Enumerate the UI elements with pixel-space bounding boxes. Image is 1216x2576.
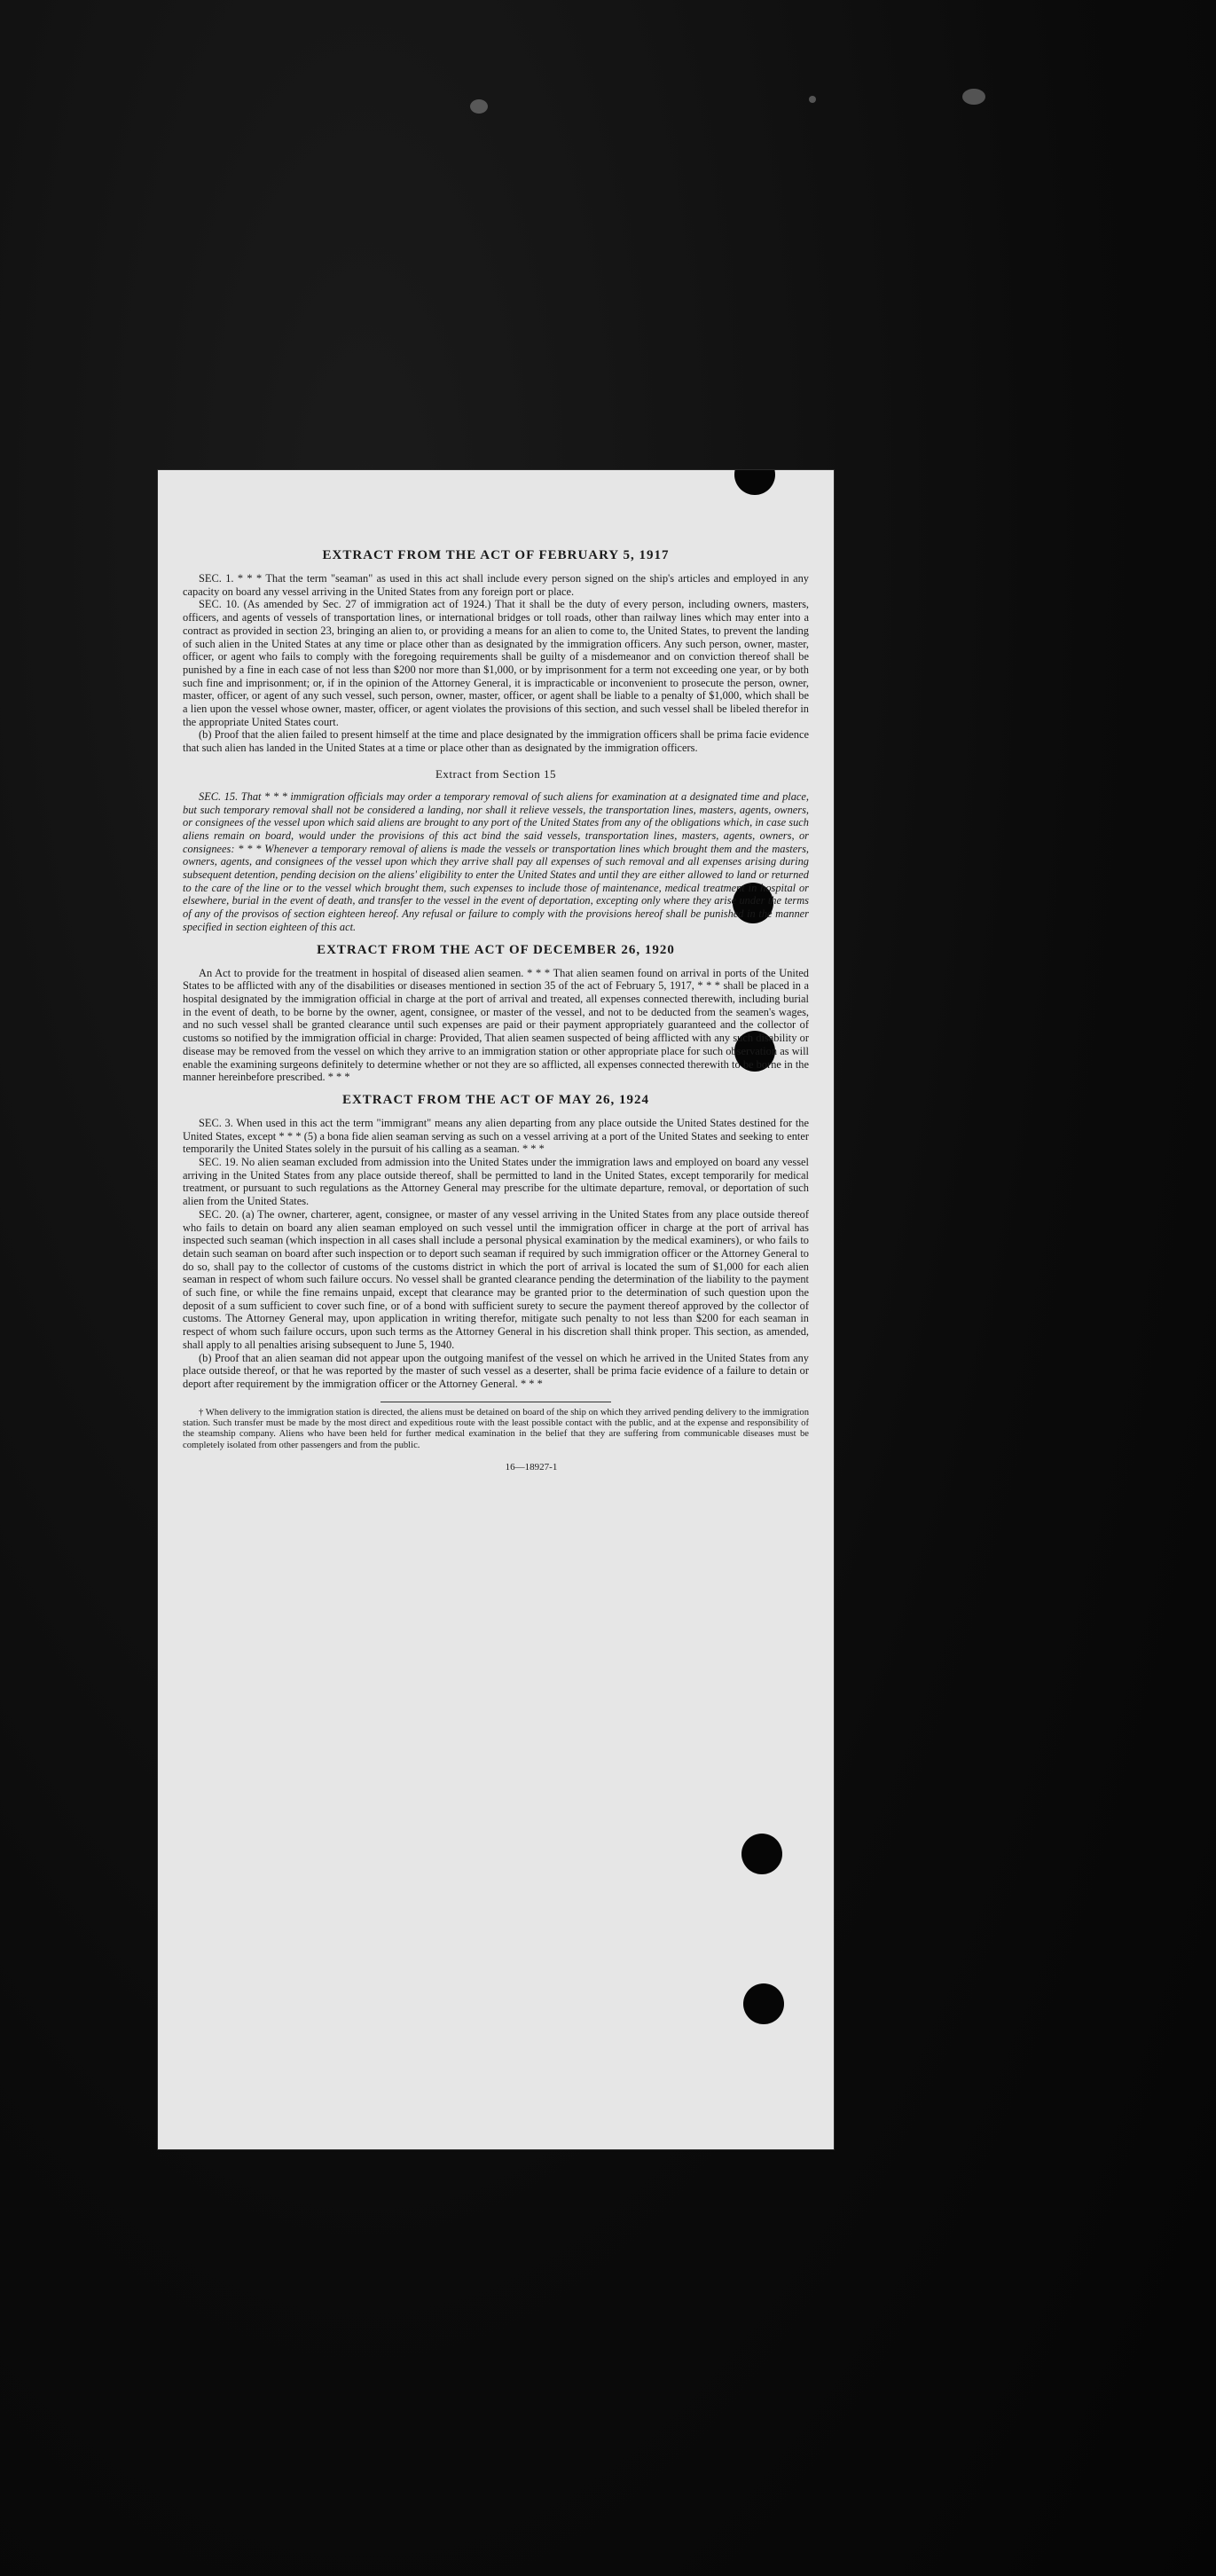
paragraph: (b) Proof that the alien failed to present himself at the time and place designated by the immigration officers shall be prima facie evidence that such alien has landed in the United States at a time or place other than as designated by the immigration officers. xyxy=(183,728,809,755)
section-subheading: Extract from Section 15 xyxy=(435,766,557,781)
scan-speck xyxy=(809,96,816,103)
punch-hole xyxy=(734,470,775,495)
section-heading: EXTRACT FROM THE ACT OF DECEMBER 26, 1920 xyxy=(317,942,675,957)
scan-speck xyxy=(962,89,985,105)
document-page xyxy=(158,470,834,2149)
section-heading: EXTRACT FROM THE ACT OF MAY 26, 1924 xyxy=(341,1092,650,1107)
paragraph: SEC. 15. That * * * immigration officials may order a temporary removal of such aliens for examination at a designated time and place, but such temporary removal shall not be considered a landing, nor shall it relieve vessels, the transportation lines, masters, agents, owners, or consignees of the vessel upon which said aliens are brought to any port of the United States from any of the obligations which, in case such aliens remain on board, would under the provisions of this act bind the said vessels, transportation lines, masters, agents, owners, or consignees: * * * Whenever a temporary removal of aliens is made the vessels or transportation lines which brought them and the masters, owners, agents, and consignees of the vessel upon which they arrive shall pay all expenses of such removal and all expenses arising during subsequent detention, pending decision on the aliens' eligibility to enter the United States and until they are either allowed to land or returned to the care of the line or to the vessel which brought them, such expenses to include those of maintenance, medical treatment in hospital or elsewhere, burial in the event of death, and transfer to the vessel in the event of deportation, excepting only where they arise under the terms of any of the provisos of section eighteen hereof. Any refusal or failure to comply with the provisions hereof shall be punished in the manner specified in section eighteen of this act. xyxy=(183,789,809,933)
paragraph: (b) Proof that an alien seaman did not appear upon the outgoing manifest of the vessel on which he arrived in the United States from any place outside thereof, or that he was reported by the master of such vessel as a deserter, shall be prima facie evidence of a failure to detain or deport after requirement by the immigration officer or the Attorney General. * * * xyxy=(183,1351,809,1390)
punch-hole xyxy=(743,1983,784,2024)
section-15-extract xyxy=(183,767,809,934)
paragraph: An Act to provide for the treatment in hospital of diseased alien seamen. * * * That alien seamen found on arrival in ports of the United States to be afflicted with any of the disabilities or diseases mentioned in section 35 of the act of February 5, 1917, * * * shall be placed in a hospital designated by the immigration official in charge at the port of arrival and treated, all expenses connected therewith, including burial in the event of death, to be borne by the owner, agent, consignee, or master of the vessel, and not to be deducted from the seamen's wages, and no such vessel shall be granted clearance until such expenses are paid or their payment appropriately guaranteed and the collector of customs so notified by the immigration official in charge: Provided, That alien seamen suspected of being afflicted with any such disability or disease may be removed from the vessel on which they arrive to an immigration station or other appropriate place for such observation as will enable the examining surgeons definitely to determine whether or not they are so afflicted, all expenses connected therewith to be borne in the manner hereinbefore prescribed. * * * xyxy=(183,966,809,1084)
form-number: 16—18927-1 xyxy=(505,1462,558,1473)
section-act-1917 xyxy=(183,548,809,755)
paragraph: SEC. 19. No alien seaman excluded from admission into the United States under the immigration laws and employed on board any vessel arriving in the United States from any place outside thereof, shall be permitted to land in the United States, except temporarily for medical treatment, or pursuant to such regulations as the Attorney General may prescribe for the ultimate departure, removal, or deportation of such alien from the United States. xyxy=(183,1156,809,1208)
footnote: † When delivery to the immigration station is directed, the aliens must be detained on board of the ship on which they arrived pending delivery to the immigration station. Such transfer must be made by the most direct and expeditious route with the least possible contact with the public, and at the expense and responsibility of the steamship company. Aliens who have been held for further medical examination in the belief that they are suffering from communicable diseases must be completely isolated from other passengers and from the public. xyxy=(183,1407,809,1450)
paragraph: SEC. 3. When used in this act the term "immigrant" means any alien departing from any place outside the United States destined for the United States, except * * * (5) a bona fide alien seaman serving as such on a vessel arriving at a port of the United States and seeking to enter temporarily the United States solely in the pursuit of his calling as a seaman. * * * xyxy=(183,1116,809,1156)
scan-speck xyxy=(470,99,488,114)
paragraph: SEC. 20. (a) The owner, charterer, agent, consignee, or master of any vessel arriving in the United States from any place outside thereof who fails to detain on board any alien seaman employed on such vessel until the immigration officer in charge at the port of arrival has inspected such seaman (which inspection in all cases shall include a personal physical examination by the medical examiners), or who fails to detain such seaman on board after such inspection or to deport such seaman if required by such immigration officer or the Attorney General to do so, shall pay to the collector of customs of the customs district in which the port of arrival is located the sum of $1,000 for each alien seaman in respect of whom such failure occurs. No vessel shall be granted clearance pending the determination of the liability to the payment of such fine, or while the fine remains unpaid, except that clearance may be granted prior to the determination of such question upon the deposit of a sum sufficient to cover such fine, or of a bond with sufficient surety to secure the payment thereof approved by the collector of customs. The Attorney General may, upon application in writing therefor, mitigate such penalty to not less than $200 for each seaman in respect of whom such failure occurs, upon such terms as the Attorney General in his discretion shall think proper. This section, as amended, shall apply to all penalties arising subsequent to June 5, 1940. xyxy=(183,1207,809,1351)
section-act-1924 xyxy=(183,1093,809,1391)
paragraph: SEC. 10. (As amended by Sec. 27 of immigration act of 1924.) That it shall be the duty of every person, including owners, masters, officers, and agents of vessels of transportation lines, or international bridges or toll roads, other than railway lines which may enter into a contract as provided in section 23, bringing an alien to, or providing a means for an alien to come to, the United States, to prevent the landing of such alien in the United States at any time or place other than as designated by the immigration officers. Any such person, owner, master, officer, or agent who fails to comply with the foregoing requirements shall be guilty of a misdemeanor and on conviction thereof shall be punished by a fine in each case of not less than $200 nor more than $1,000, or by imprisonment for a term not exceeding one year, or by both such fine and imprisonment; or, if in the opinion of the Attorney General, it is impracticable or inconvenient to prosecute the person, owner, master, officer, or agent of any such vessel, such person, owner, master, officer, or agent shall be liable to a penalty of $1,000, which shall be a lien upon the vessel whose owner, master, officer, or agent violates the provisions of this section, and such vessel shall be libeled therefor in the appropriate United States court. xyxy=(183,598,809,728)
section-heading: EXTRACT FROM THE ACT OF FEBRUARY 5, 1917 xyxy=(322,548,670,562)
document-body xyxy=(183,541,809,1473)
section-act-1920 xyxy=(183,943,809,1084)
punch-hole xyxy=(741,1834,782,1874)
paragraph: SEC. 1. * * * That the term "seaman" as used in this act shall include every person signed on the ship's articles and employed in any capacity on board any vessel arriving in the United States from any foreign port or place. xyxy=(183,572,809,598)
